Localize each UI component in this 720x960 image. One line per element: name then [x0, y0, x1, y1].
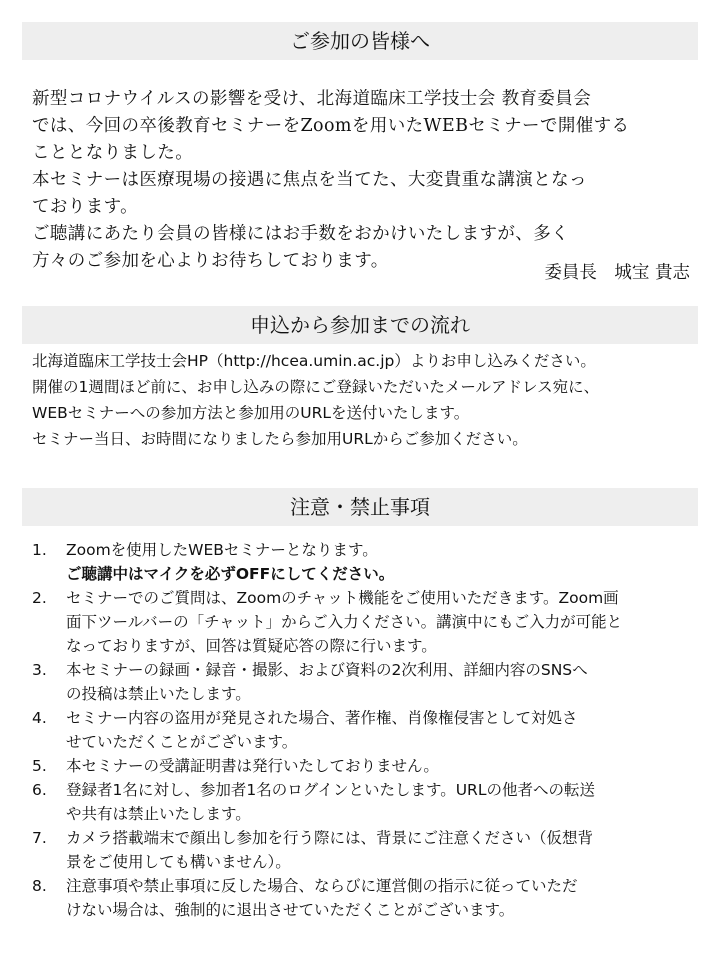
item-text: セミナー内容の盗用が発見された場合、著作権、肖像権侵害として対処さ: [66, 709, 578, 727]
notes-list: [32, 538, 692, 922]
flow-heading: 申込から参加までの流れ: [22, 306, 698, 344]
item-text: カメラ搭載端末で顔出し参加を行う際には、背景にご注意ください（仮想背: [66, 829, 594, 847]
item-emphasis: ご聴講中はマイクを必ずOFFにしてください。: [66, 565, 395, 583]
notes-heading: 注意・禁止事項: [22, 488, 698, 526]
greeting-line: 新型コロナウイルスの影響を受け、北海道臨床工学技士会 教育委員会: [32, 89, 592, 109]
item-number: 1.: [32, 541, 47, 559]
list-item: [32, 826, 692, 874]
greeting-message: [32, 86, 692, 275]
item-text: 景をご使用しても構いません）。: [66, 853, 291, 871]
item-text: 登録者1名に対し、参加者1名のログインといたします。URLの他者への転送: [66, 781, 595, 799]
item-text: 本セミナーの録画・録音・撮影、および資料の2次利用、詳細内容のSNSへ: [66, 661, 588, 679]
greeting-heading: ご参加の皆様へ: [22, 22, 698, 60]
list-item: [32, 586, 692, 658]
flow-instructions: [32, 348, 702, 452]
greeting-line: ご聴講にあたり会員の皆様にはお手数をおかけいたしますが、多く: [32, 224, 569, 244]
item-number: 4.: [32, 709, 47, 727]
item-text: の投稿は禁止いたします。: [66, 685, 251, 703]
flow-line: WEBセミナーへの参加方法と参加用のURLを送付いたします。: [32, 404, 470, 422]
item-text: 本セミナーの受講証明書は発行いたしておりません。: [66, 757, 439, 775]
greeting-line: ております。: [32, 197, 138, 217]
list-item: [32, 706, 692, 754]
item-text: けない場合は、強制的に退出させていただくことがございます。: [66, 901, 515, 919]
greeting-line: 本セミナーは医療現場の接遇に焦点を当てた、大変貴重な講演となっ: [32, 170, 587, 190]
item-text: せていただくことがございます。: [66, 733, 298, 751]
item-number: 5.: [32, 757, 47, 775]
item-text: 面下ツールバーの「チャット」からご入力ください。講演中にもご入力が可能と: [66, 613, 623, 631]
item-number: 8.: [32, 877, 47, 895]
list-item: [32, 538, 692, 586]
item-text: セミナーでのご質問は、Zoomのチャット機能をご使用いただきます。Zoom画: [66, 589, 619, 607]
flow-line: 北海道臨床工学技士会HP（http://hcea.umin.ac.jp）よりお申し込みください。: [32, 352, 596, 370]
greeting-line: こととなりました。: [32, 143, 194, 163]
list-item: [32, 658, 692, 706]
item-number: 3.: [32, 661, 47, 679]
item-text: Zoomを使用したWEBセミナーとなります。: [66, 541, 378, 559]
item-text: や共有は禁止いたします。: [66, 805, 251, 823]
list-item: [32, 874, 692, 922]
signature: 委員長 城宝 貴志: [544, 263, 690, 283]
item-number: 7.: [32, 829, 47, 847]
item-text: 注意事項や禁止事項に反した場合、ならびに運営側の指示に従っていただ: [66, 877, 578, 895]
flow-line: セミナー当日、お時間になりましたら参加用URLからご参加ください。: [32, 430, 528, 448]
item-number: 6.: [32, 781, 47, 799]
item-number: 2.: [32, 589, 47, 607]
greeting-line: 方々のご参加を心よりお待ちしております。: [32, 251, 389, 271]
list-item: [32, 778, 692, 826]
greeting-line: では、今回の卒後教育セミナーをZoomを用いたWEBセミナーで開催する: [32, 116, 630, 136]
list-item: [32, 754, 692, 778]
item-text: なっておりますが、回答は質疑応答の際に行います。: [66, 637, 437, 655]
flow-line: 開催の1週間ほど前に、お申し込みの際にご登録いただいたメールアドレス宛に、: [32, 378, 600, 396]
